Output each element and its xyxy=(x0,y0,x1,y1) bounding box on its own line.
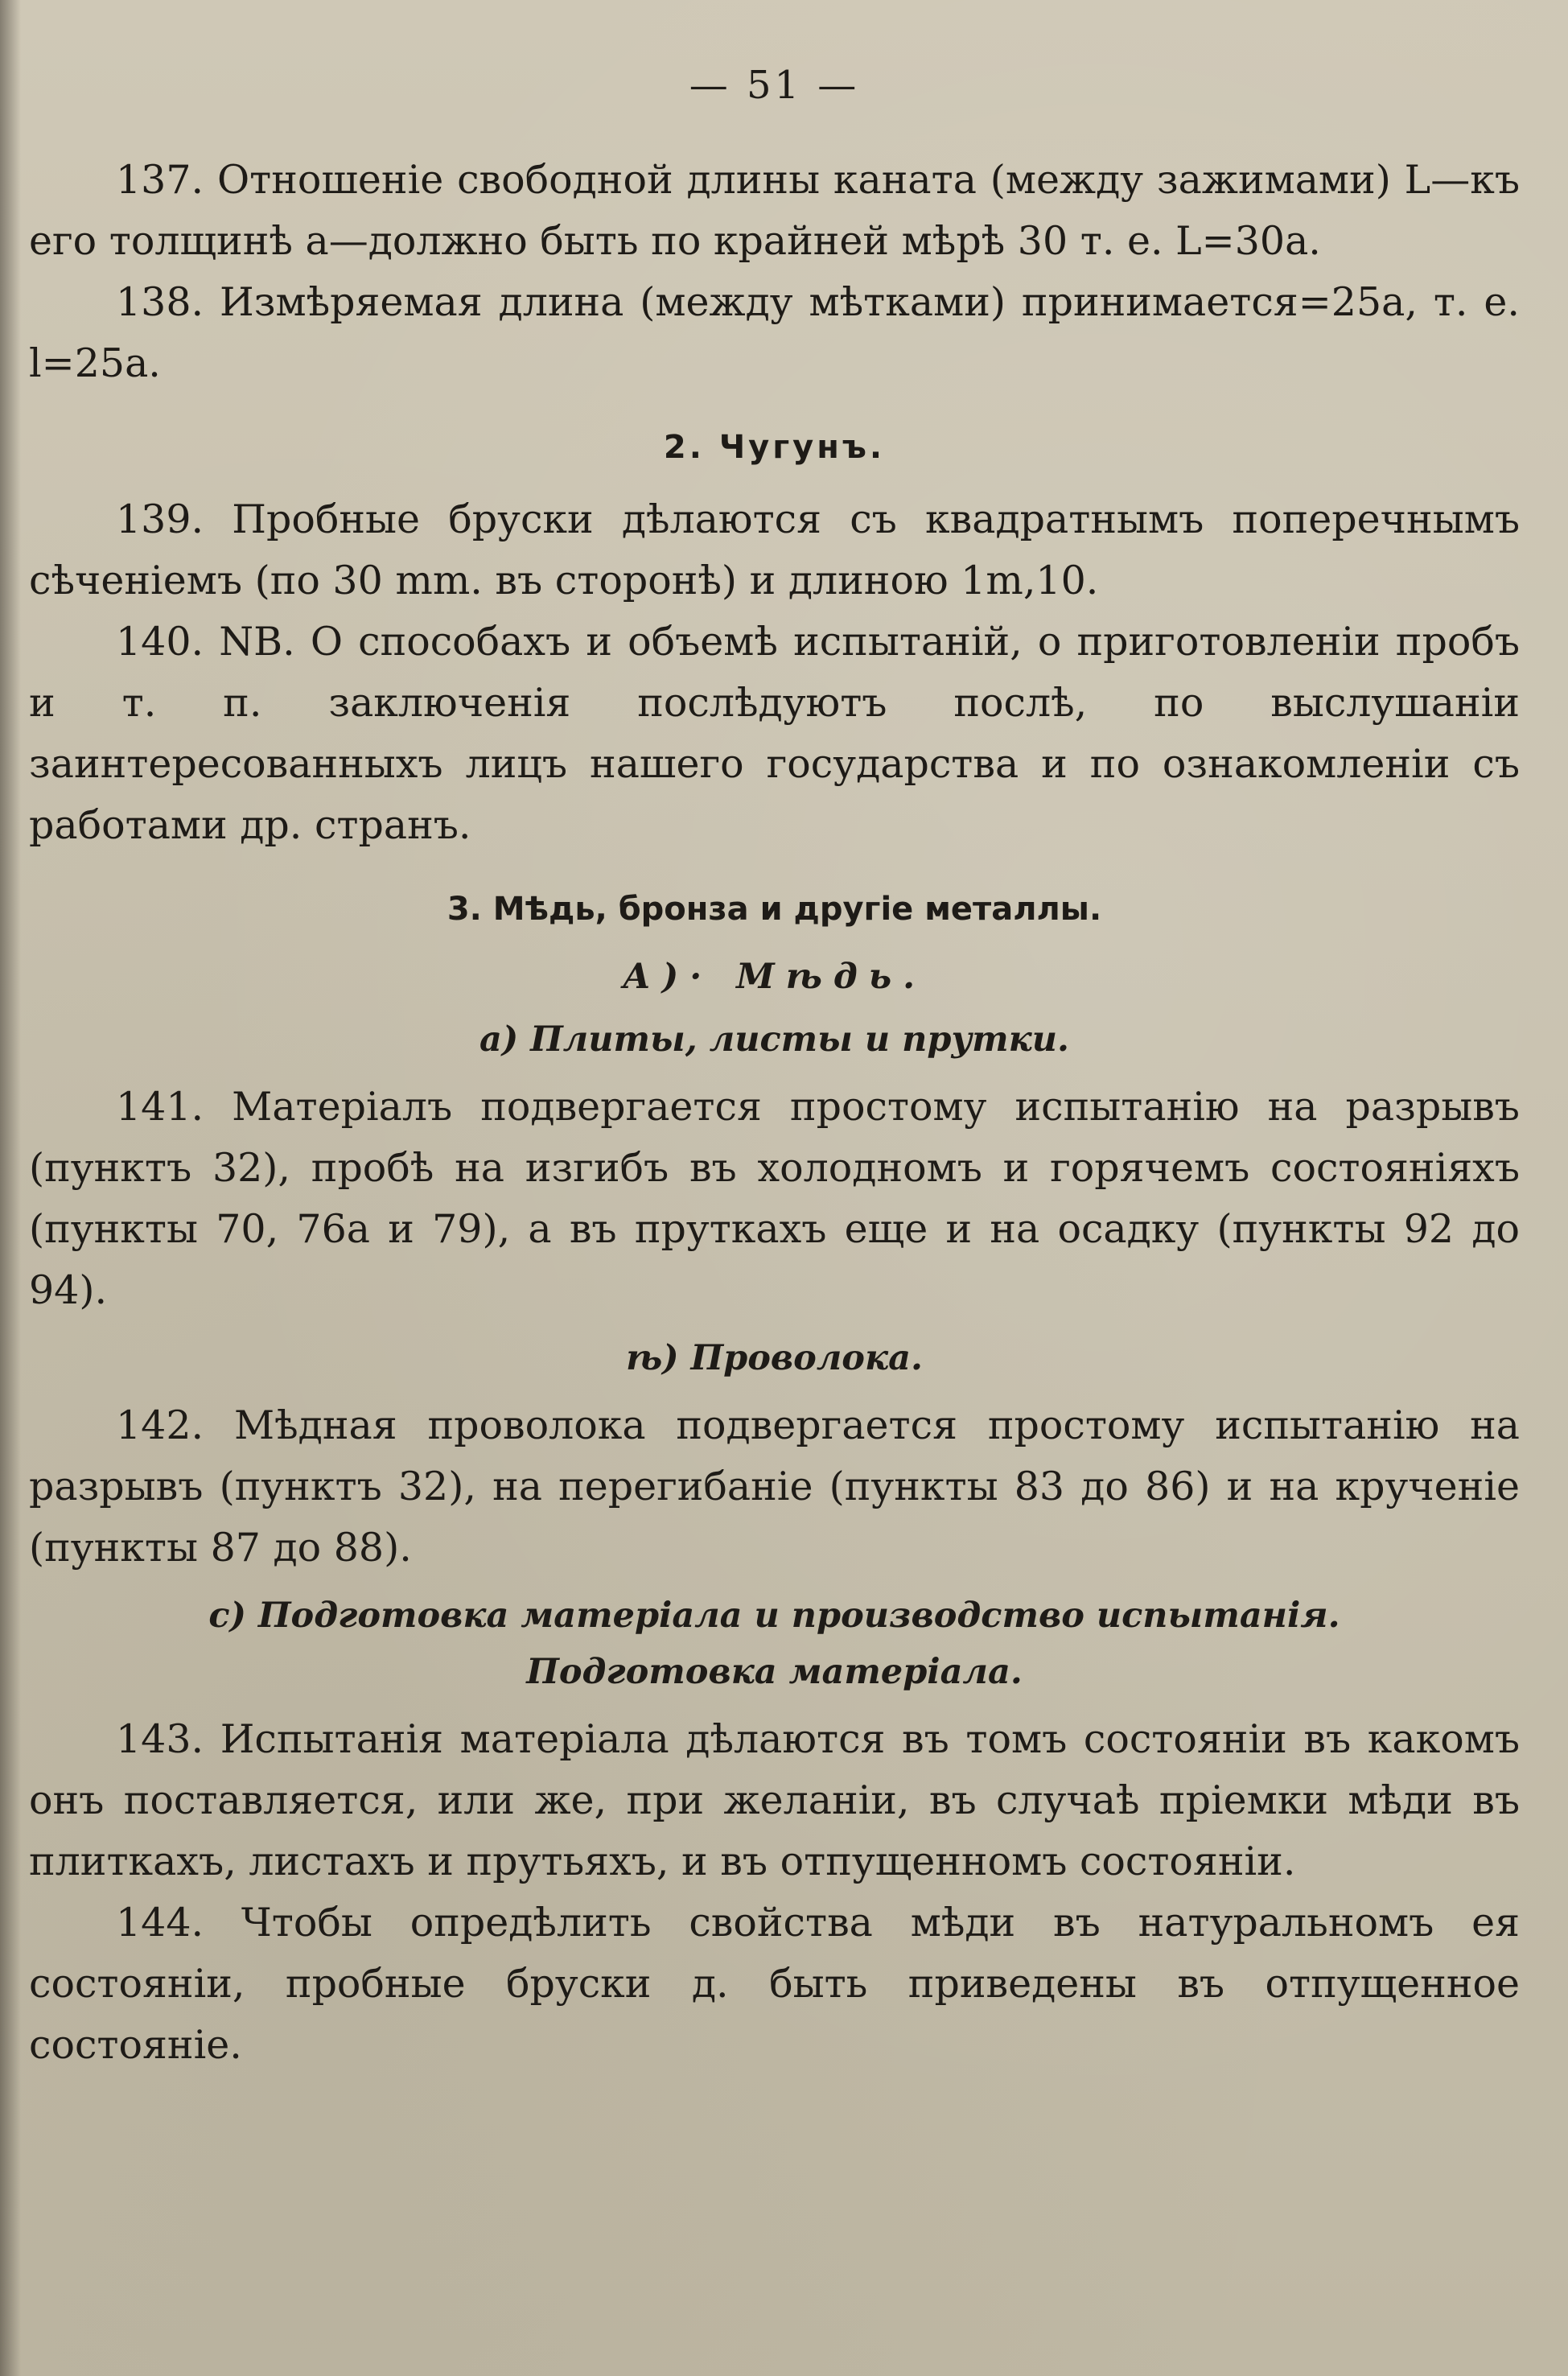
paragraph-144: 144. Чтобы опредѣлить свойства мѣди въ натуральномъ ея состояніи, пробные бруски д. быть приведены въ отпущенное состояніе. xyxy=(29,1900,1520,2068)
subheading-preparation-and-testing: c) Подготовка матеріала и производство испытанія. xyxy=(208,1596,1340,1636)
paragraph-143: 143. Испытанія матеріала дѣлаются въ томъ состояніи въ какомъ онъ поставляется, или же, при желаніи, въ случаѣ пріемки мѣди въ плиткахъ, листахъ и прутьяхъ, и въ отпущенномъ состояніи. xyxy=(29,1716,1520,1884)
paragraph-139: 139. Пробные бруски дѣлаются съ квадратнымъ поперечнымъ сѣченіемъ (по 30 mm. въ сторонѣ) и длиною 1m,10. xyxy=(29,496,1520,603)
binding-gutter-shadow xyxy=(0,0,21,2376)
paragraph-137: 137. Отношеніе свободной длины каната (между зажимами) L—къ его толщинѣ a—должно быть по крайней мѣрѣ 30 т. е. L=30a. xyxy=(29,157,1520,264)
subheading-plates-sheets-rods: a) Плиты, листы и прутки. xyxy=(479,1019,1069,1060)
subheading-wire: ѣ) Проволока. xyxy=(626,1338,923,1378)
section-heading-copper-bronze: 3. Мѣдь, бронза и другіе металлы. xyxy=(447,891,1102,928)
page-number: — 51 — xyxy=(689,63,860,108)
section-heading-cast-iron: 2. Чугунъ. xyxy=(663,429,886,466)
paragraph-142: 142. Мѣдная проволока подвергается простому испытанію на разрывъ (пунктъ 32), на перегибаніе (пункты 83 до 86) и на крученіе (пункты 87 до 88). xyxy=(29,1402,1520,1571)
subheading-material-preparation: Подготовка матеріала. xyxy=(526,1652,1023,1692)
subheading-copper: А)· Мѣдь. xyxy=(622,957,927,997)
paragraph-140: 140. NB. О способахъ и объемѣ испытаній, о приготовленіи пробъ и т. п. заключенія послѣдуютъ послѣ, по выслушаніи заинтересованныхъ лицъ нашего государства и по ознакомленіи съ работами др. странъ. xyxy=(29,619,1520,848)
paragraph-141: 141. Матеріалъ подвергается простому испытанію на разрывъ (пунктъ 32), пробѣ на изгибъ въ холодномъ и горячемъ состояніяхъ (пункты 70, 76a и 79), а въ пруткахъ еще и на осадку (пункты 92 до 94). xyxy=(29,1084,1520,1313)
paragraph-138: 138. Измѣряемая длина (между мѣтками) принимается=25a, т. е. l=25a. xyxy=(29,279,1520,386)
